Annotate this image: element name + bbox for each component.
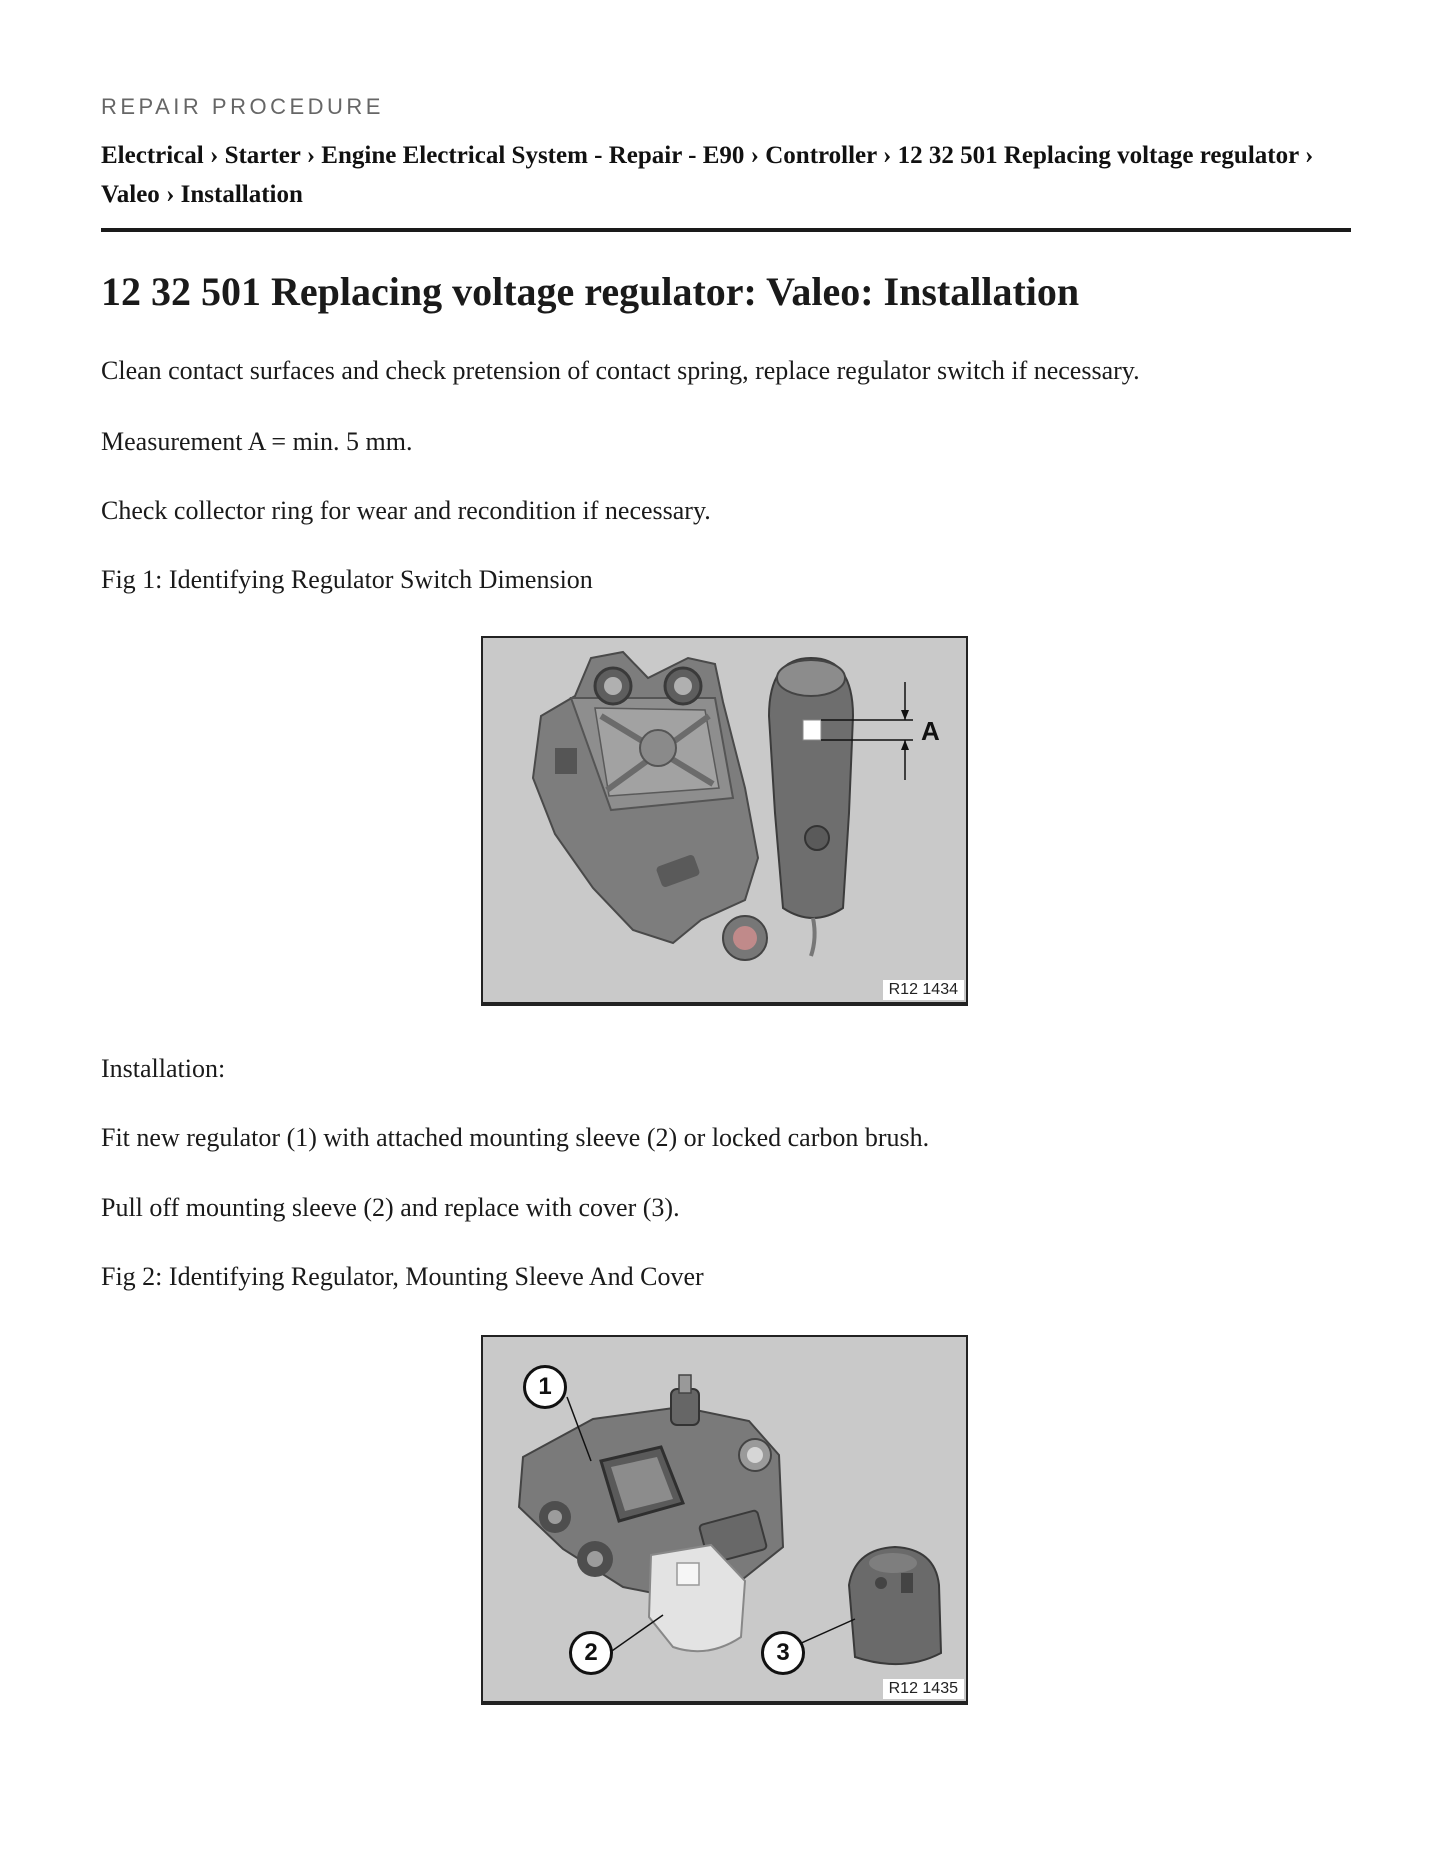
- paragraph-pull-sleeve: Pull off mounting sleeve (2) and replace with cover (3).: [101, 1193, 680, 1222]
- breadcrumb-separator: ›: [166, 181, 175, 208]
- paragraph-fit-regulator: Fit new regulator (1) with attached mounting sleeve (2) or locked carbon brush.: [101, 1123, 930, 1152]
- breadcrumb-separator: ›: [750, 142, 759, 169]
- figure-2-regulator-sleeve-cover: [481, 1335, 968, 1705]
- section-eyebrow: REPAIR PROCEDURE: [101, 94, 384, 119]
- callout-2-mounting-sleeve: 2: [569, 1631, 613, 1675]
- breadcrumb-item-electrical[interactable]: Electrical: [101, 142, 204, 169]
- figure-1-regulator-dimension: [481, 636, 968, 1006]
- paragraph-clean-contacts: Clean contact surfaces and check pretension of contact spring, replace regulator switch if necessary.: [101, 356, 1140, 385]
- breadcrumb-separator: ›: [883, 142, 892, 169]
- figure-reference-code: R12 1434: [883, 980, 964, 1000]
- breadcrumb-separator: ›: [1305, 142, 1314, 169]
- figure-2-caption: Fig 2: Identifying Regulator, Mounting Sleeve And Cover: [101, 1262, 704, 1291]
- callout-1-regulator: 1: [523, 1365, 567, 1409]
- page-title: 12 32 501 Replacing voltage regulator: Valeo: Installation: [101, 269, 1080, 314]
- breadcrumb-item-installation[interactable]: Installation: [180, 181, 303, 208]
- breadcrumb-item-replacing-regulator[interactable]: 12 32 501 Replacing voltage regulator: [897, 142, 1299, 169]
- breadcrumb-separator: ›: [209, 142, 219, 169]
- breadcrumb-item-valeo[interactable]: Valeo: [101, 181, 160, 208]
- breadcrumb-item-engine-electrical[interactable]: Engine Electrical System - Repair - E90: [321, 142, 745, 169]
- dimension-a-label: A: [921, 716, 940, 746]
- breadcrumb-item-controller[interactable]: Controller: [765, 142, 877, 169]
- regulator-switch-illustration: [483, 638, 966, 1002]
- header-divider: [101, 228, 1351, 232]
- paragraph-measurement: Measurement A = min. 5 mm.: [101, 427, 413, 456]
- callout-3-cover: 3: [761, 1631, 805, 1675]
- figure-1-caption: Fig 1: Identifying Regulator Switch Dimension: [101, 565, 593, 594]
- breadcrumb-item-starter[interactable]: Starter: [224, 142, 301, 169]
- figure-reference-code: R12 1435: [883, 1679, 964, 1699]
- paragraph-installation-heading: Installation:: [101, 1054, 226, 1083]
- breadcrumb-separator: ›: [306, 142, 316, 169]
- paragraph-collector-ring: Check collector ring for wear and recondition if necessary.: [101, 496, 711, 525]
- breadcrumb: [101, 136, 1351, 214]
